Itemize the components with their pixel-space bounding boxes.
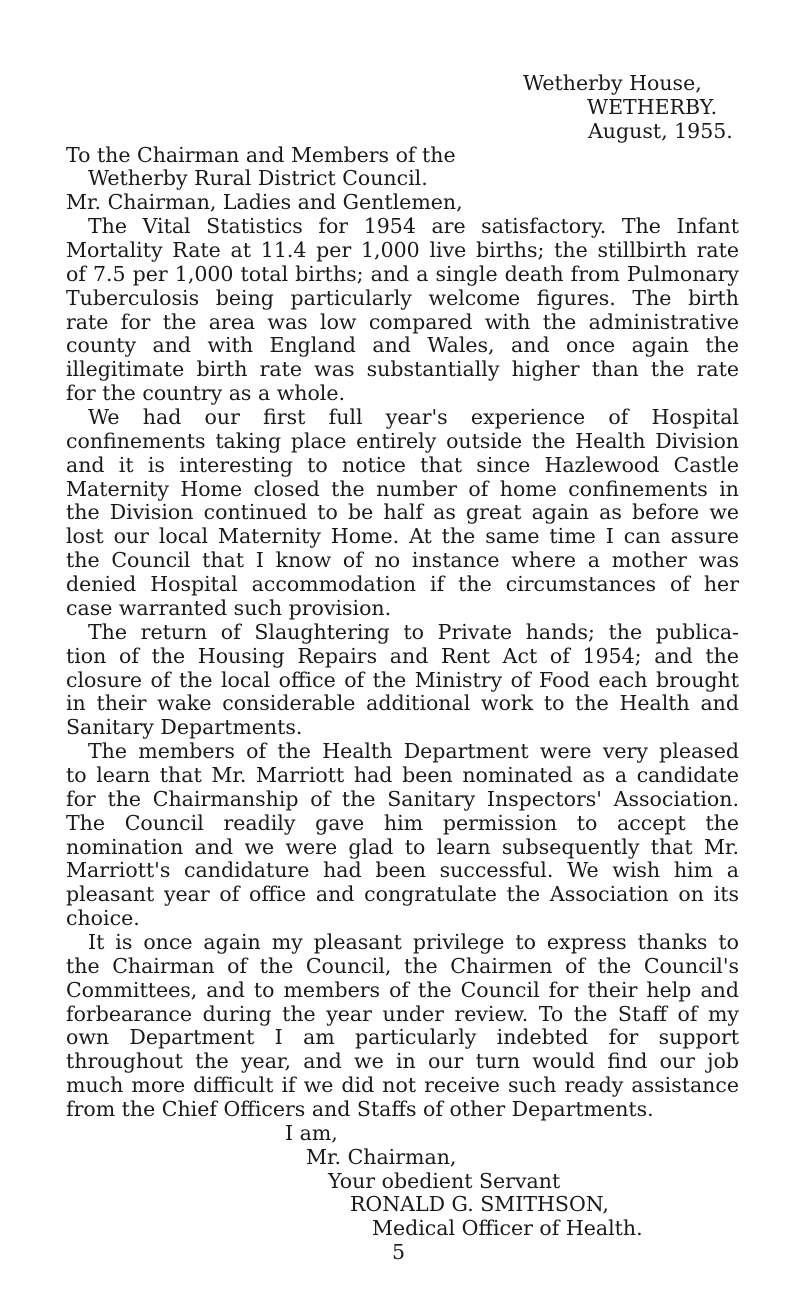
- paragraph-4-line: Marriott's candidature had been successful. We wish him a: [66, 858, 739, 883]
- paragraph-2-line: confinements taking place entirely outside the Health Division: [66, 428, 739, 453]
- paragraph-5-line: Committees, and to members of the Council for their help and: [66, 977, 739, 1002]
- paragraph-3-line: The return of Slaughtering to Private hands; the publica-: [88, 619, 739, 644]
- paragraph-1-line: county and with England and Wales, and once again the: [66, 333, 739, 358]
- paragraph-4-line: nomination and we were glad to learn subsequently that Mr.: [66, 834, 739, 859]
- paragraph-4-line: to learn that Mr. Marriott had been nominated as a candidate: [66, 762, 739, 787]
- closing-line-2: Mr. Chairman,: [306, 1144, 457, 1169]
- paragraph-2-line: the Council that I know of no instance where a mother was: [66, 548, 739, 573]
- paragraph-3-line: tion of the Housing Repairs and Rent Act of 1954; and the: [66, 643, 739, 668]
- paragraph-2-line: the Division continued to be half as great again as before we: [66, 500, 739, 525]
- address-line-2: WETHERBY.: [587, 94, 718, 119]
- paragraph-2-line: and it is interesting to notice that since Hazlewood Castle: [66, 452, 739, 477]
- paragraph-5-line: much more difficult if we did not receive such ready assistance: [66, 1073, 739, 1098]
- paragraph-1-line: for the country as a whole.: [66, 381, 345, 406]
- salutation-line-1: To the Chairman and Members of the: [66, 142, 456, 167]
- salutation-line-2: Wetherby Rural District Council.: [88, 166, 428, 191]
- paragraph-5-line: own Department I am particularly indebted for support: [66, 1025, 739, 1050]
- paragraph-2-line: We had our first full year's experience of Hospital: [88, 405, 739, 430]
- address-line-1: Wetherby House,: [523, 71, 702, 95]
- paragraph-2-line: case warranted such provision.: [66, 595, 392, 620]
- paragraph-3-line: closure of the local office of the Ministry of Food each brought: [66, 667, 739, 692]
- paragraph-4-line: for the Chairmanship of the Sanitary Inspectors' Association.: [66, 786, 739, 811]
- paragraph-4-line: The members of the Health Department were very pleased: [88, 739, 739, 764]
- closing-line-1: I am,: [285, 1120, 338, 1145]
- paragraph-1-line: rate for the area was low compared with the administrative: [66, 309, 739, 334]
- paragraph-5-line: from the Chief Officers and Staffs of other Departments.: [66, 1096, 654, 1121]
- paragraph-1-line: of 7.5 per 1,000 total births; and a single death from Pulmonary: [66, 261, 739, 286]
- salutation-line-3: Mr. Chairman, Ladies and Gentlemen,: [66, 190, 463, 215]
- page-number: 5: [392, 1240, 406, 1265]
- paragraph-5-line: the Chairman of the Council, the Chairmen of the Council's: [66, 953, 739, 978]
- paragraph-1-line: Tuberculosis being particularly welcome figures. The birth: [66, 285, 739, 310]
- paragraph-3-line: Sanitary Departments.: [66, 715, 303, 740]
- closing-line-4: RONALD G. SMITHSON,: [350, 1192, 609, 1217]
- paragraph-2-line: denied Hospital accommodation if the circumstances of her: [66, 572, 739, 597]
- closing-line-5: Medical Officer of Health.: [372, 1216, 643, 1241]
- paragraph-4-line: pleasant year of office and congratulate the Association on its: [66, 882, 739, 907]
- closing-line-3: Your obedient Servant: [328, 1168, 561, 1193]
- paragraph-4-line: choice.: [66, 906, 140, 931]
- paragraph-2-line: lost our local Maternity Home. At the same time I can assure: [66, 524, 739, 549]
- paragraph-5-line: It is once again my pleasant privilege to express thanks to: [88, 929, 739, 954]
- paragraph-1-line: The Vital Statistics for 1954 are satisfactory. The Infant: [88, 214, 739, 239]
- paragraph-1-line: illegitimate birth rate was substantially higher than the rate: [66, 357, 739, 382]
- paragraph-2-line: Maternity Home closed the number of home confinements in: [66, 476, 739, 501]
- paragraph-1-line: Mortality Rate at 11.4 per 1,000 live births; the stillbirth rate: [66, 238, 739, 263]
- paragraph-3-line: in their wake considerable additional work to the Health and: [66, 691, 739, 716]
- paragraph-5-line: forbearance during the year under review. To the Staff of my: [66, 1001, 739, 1026]
- paragraph-5-line: throughout the year, and we in our turn would find our job: [66, 1049, 739, 1074]
- paragraph-4-line: The Council readily gave him permission to accept the: [66, 810, 739, 835]
- address-date: August, 1955.: [588, 118, 733, 143]
